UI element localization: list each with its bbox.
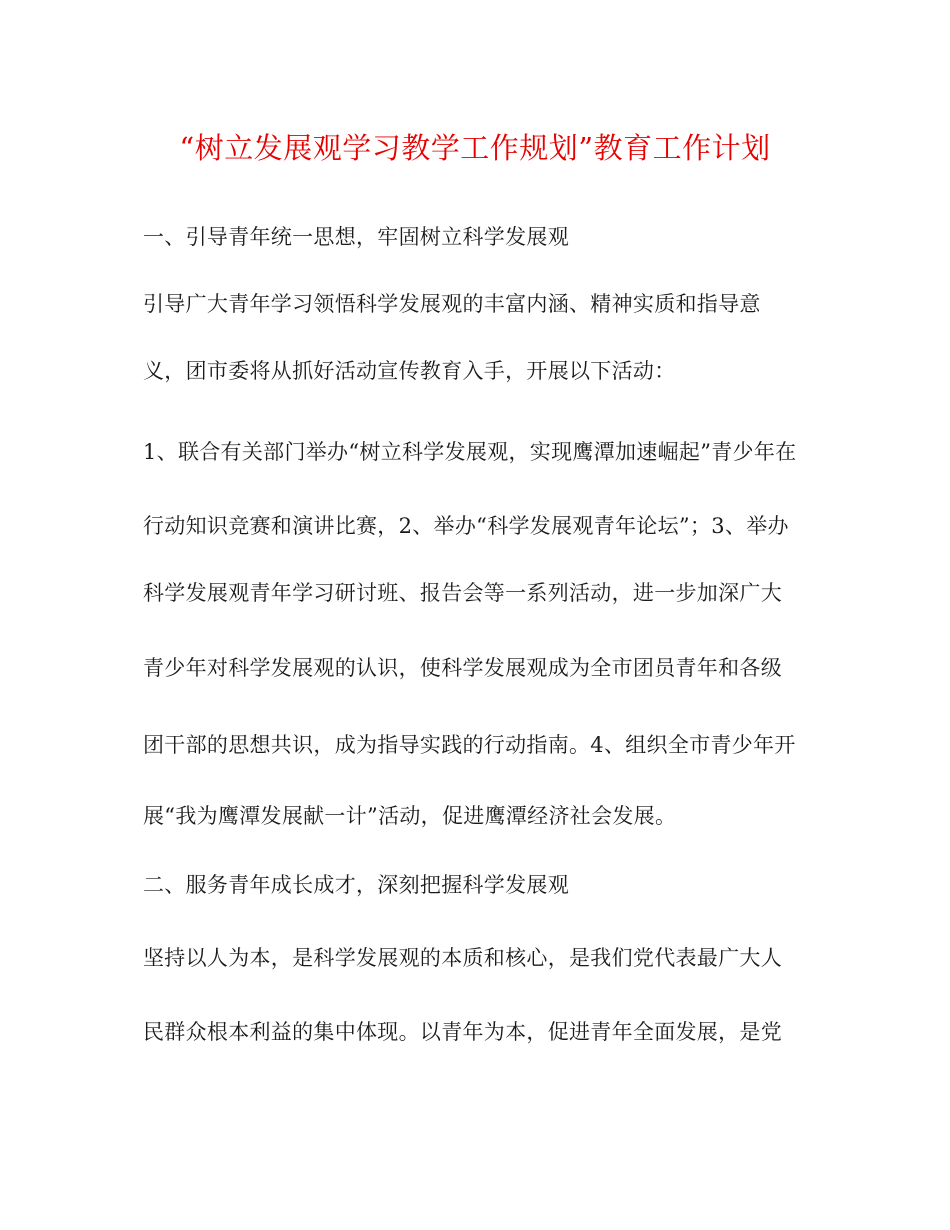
document-title: “树立发展观学习教学工作规划”教育工作计划 (179, 131, 771, 165)
paragraph-line: 团干部的思想共识，成为指导实践的行动指南。4、组织全市青少年开 (143, 733, 796, 757)
paragraph-line: 青少年对科学发展观的认识，使科学发展观成为全市团员青年和各级 (143, 656, 782, 680)
paragraph-line: 行动知识竞赛和演讲比赛，2、举办“科学发展观青年论坛”；3、举办 (143, 514, 789, 538)
paragraph-line: 坚持以人为本，是科学发展观的本质和核心，是我们党代表最广大人 (143, 946, 782, 970)
paragraph-line: 展“我为鹰潭发展献一计”活动，促进鹰潭经济社会发展。 (143, 804, 677, 828)
paragraph-line: 科学发展观青年学习研讨班、报告会等一系列活动，进一步加深广大 (143, 581, 782, 605)
section-heading-1: 一、引导青年统一思想，牢固树立科学发展观 (143, 225, 569, 249)
paragraph-line: 引导广大青年学习领悟科学发展观的丰富内涵、精神实质和指导意 (143, 292, 761, 316)
section-heading-2: 二、服务青年成长成才，深刻把握科学发展观 (143, 873, 569, 897)
paragraph-line: 1、联合有关部门举办“树立科学发展观，实现鹰潭加速崛起”青少年在 (143, 440, 797, 464)
paragraph-line: 义，团市委将从抓好活动宣传教育入手，开展以下活动： (143, 359, 676, 383)
paragraph-line: 民群众根本利益的集中体现。以青年为本，促进青年全面发展，是党 (143, 1020, 782, 1044)
